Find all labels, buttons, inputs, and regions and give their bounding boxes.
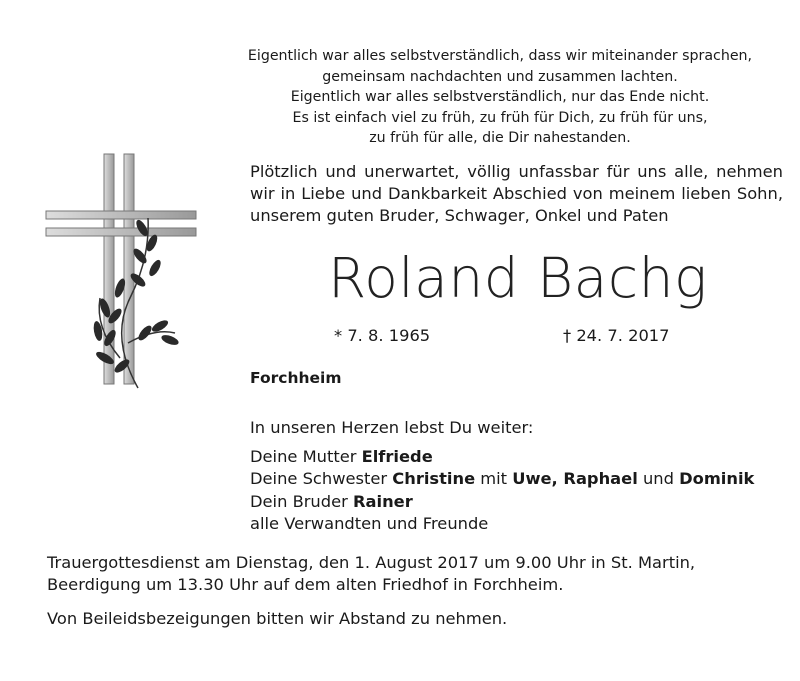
family-heading: In unseren Herzen lebst Du weiter:	[250, 418, 534, 437]
brother-name: Rainer	[352, 491, 413, 511]
label: Deine Mutter	[250, 446, 362, 466]
service-line: Beerdigung um 13.30 Uhr auf dem alten Friedhof in Forchheim.	[47, 575, 564, 594]
sister-name: Christine	[392, 469, 476, 488]
family-list	[250, 417, 754, 536]
label: und	[637, 469, 680, 488]
poem	[240, 46, 760, 149]
nephew-name: Dominik	[679, 469, 755, 488]
condolences-note: Von Beileidsbezeigungen bitten wir Abstand zu nehmen.	[47, 609, 508, 628]
death-date: † 24. 7. 2017	[563, 326, 670, 345]
deceased-name: Roland Bachg	[328, 246, 708, 310]
label: mit	[475, 469, 513, 488]
family-sister	[250, 468, 754, 491]
poem-line: Es ist einfach viel zu früh, zu früh für Dich, zu früh für uns,	[292, 109, 708, 126]
service-info	[47, 552, 695, 596]
family-brother	[250, 491, 754, 514]
label: Deine Schwester	[250, 469, 393, 488]
poem-line: Eigentlich war alles selbstverständlich, dass wir miteinander sprachen,	[247, 48, 753, 64]
birth-date: * 7. 8. 1965	[334, 326, 431, 345]
poem-line: Eigentlich war alles selbstverständlich, nur das Ende nicht.	[290, 89, 710, 105]
service-line: Trauergottesdienst am Dienstag, den 1. August 2017 um 9.00 Uhr in St. Martin,	[47, 553, 696, 572]
poem-line: zu früh für alle, die Dir nahestanden.	[369, 130, 631, 146]
label: Dein Bruder	[250, 491, 353, 511]
family-mother	[250, 446, 754, 469]
mother-name: Elfriede	[361, 446, 433, 466]
poem-line: gemeinsam nachdachten und zusammen lachten.	[322, 68, 678, 85]
place: Forchheim	[250, 369, 342, 387]
family-others: alle Verwandten und Freunde	[250, 514, 489, 533]
intro-text: Plötzlich und unerwartet, völlig unfassbar für uns alle, nehmen wir in Liebe und Dankbarkeit Abschied von meinem lieben Sohn, unserem guten Bruder, Schwager, Onkel und Paten	[250, 162, 783, 225]
sister-family-names: Uwe, Raphael	[512, 469, 638, 488]
cross-with-laurel-icon	[40, 148, 210, 398]
